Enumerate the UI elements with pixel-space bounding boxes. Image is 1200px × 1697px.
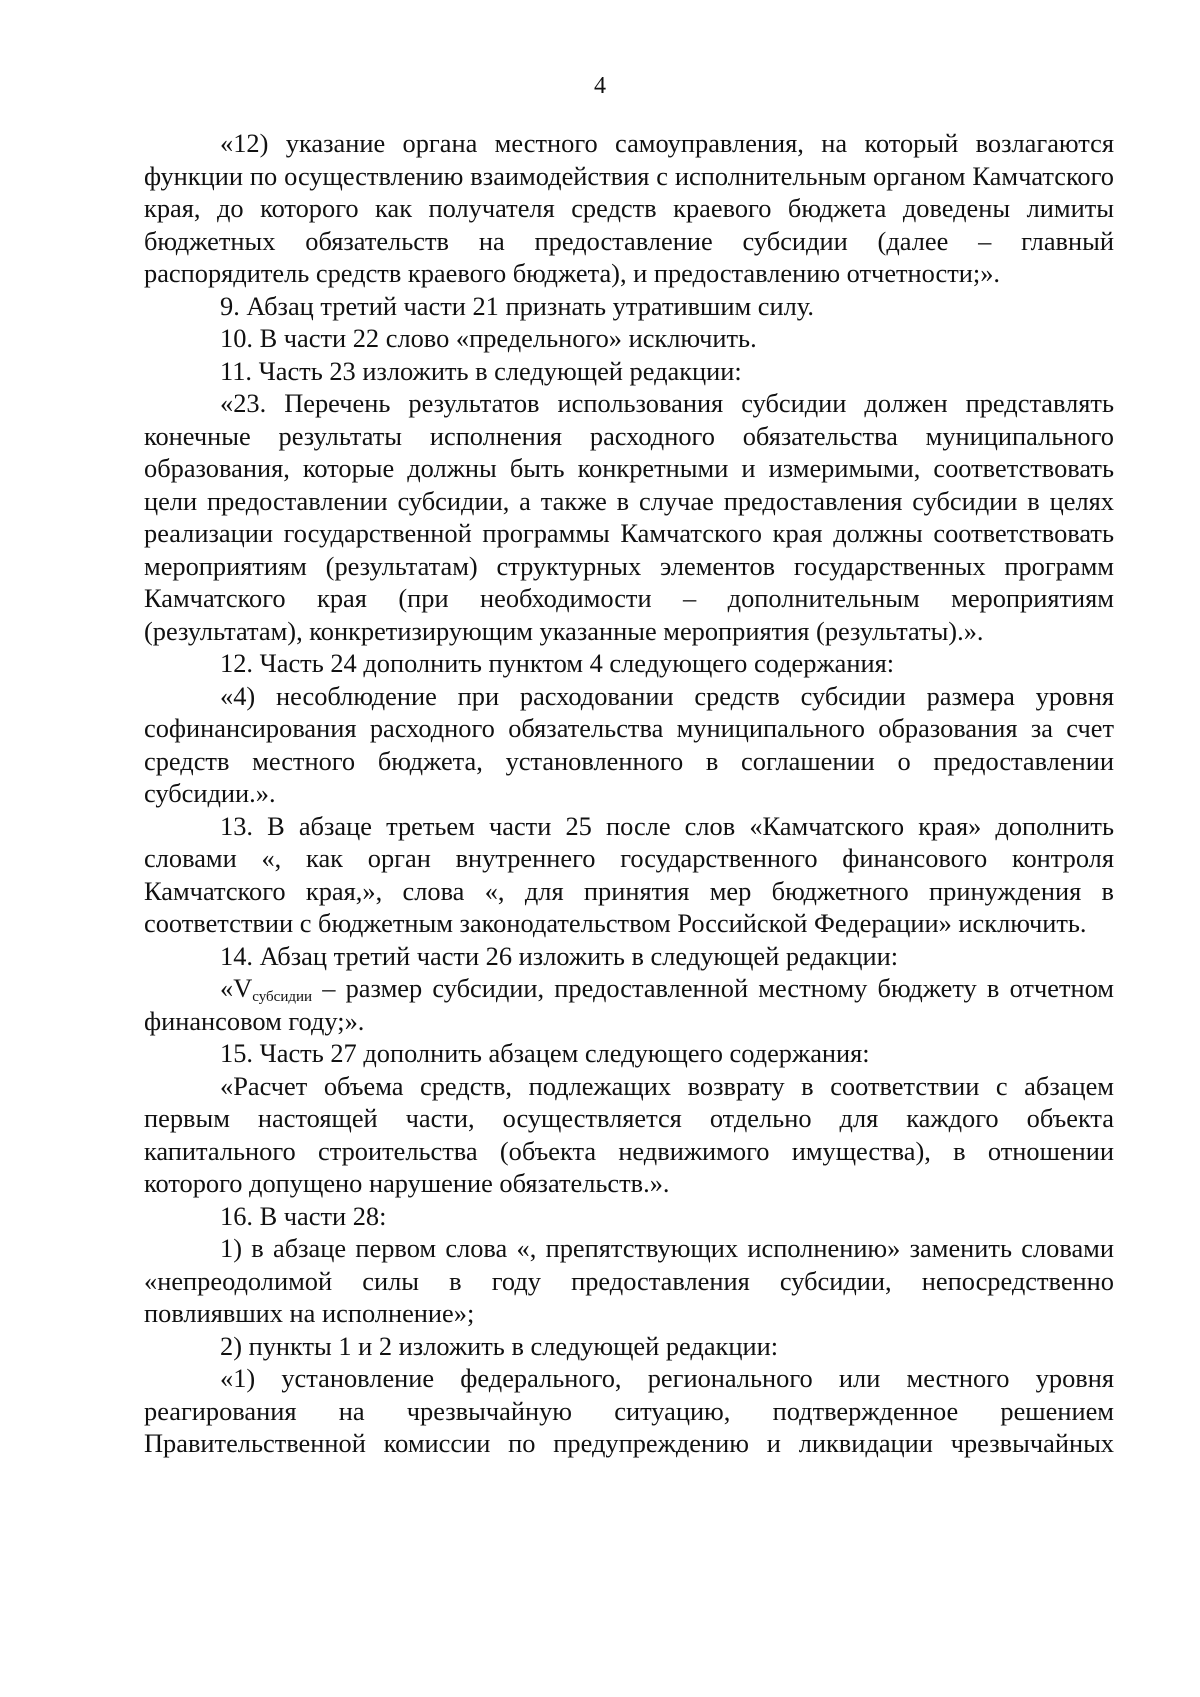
formula-symbol: «V	[220, 973, 253, 1003]
formula-subscript: субсидии	[252, 989, 313, 1005]
page-number: 4	[594, 73, 606, 99]
paragraph-clause-14: 14. Абзац третий части 26 изложить в следующей редакции:	[220, 940, 899, 971]
paragraph-point-1-text: «1) установление федерального, регионального или местного уровня реагирования на чрезвычайную ситуацию, подтвержденное решением Правительственной комиссии по предупреждению и ликвидации чрезвычайных	[144, 1363, 1114, 1458]
document-body	[144, 127, 1114, 1460]
paragraph-clause-9: 9. Абзац третий части 21 признать утратившим силу.	[220, 290, 814, 321]
paragraph-clause-16: 16. В части 28:	[220, 1200, 387, 1231]
paragraph-subclause-1: 1) в абзаце первом слова «, препятствующих исполнению» заменить словами «непреодолимой силы в году предоставления субсидии, непосредственно повлиявших на исполнение»;	[144, 1233, 1114, 1328]
paragraph-part-23-text: «23. Перечень результатов использования субсидии должен представлять конечные результаты исполнения расходного обязательства муниципального образования, которые должны быть конкретными и измеримыми, соответствовать цели предоставлении субсидии, а также в случае предоставления субсидии в целях реализации государственной программы Камчатского края должны соответствовать мероприятиям (результатам) структурных элементов государственных программ Камчатского края (при необходимости – дополнительным мероприятиям (результатам), конкретизирующим указанные мероприятия (результаты).».	[144, 388, 1114, 646]
paragraph-subclause-2: 2) пункты 1 и 2 изложить в следующей редакции:	[220, 1330, 779, 1361]
paragraph-clause-15: 15. Часть 27 дополнить абзацем следующего содержания:	[220, 1038, 870, 1068]
paragraph-part-27-text: «Расчет объема средств, подлежащих возврату в соответствии с абзацем первым настоящей части, осуществляется отдельно для каждого объекта капитального строительства (объекта недвижимого имущества), в отношении которого допущено нарушение обязательств.».	[144, 1070, 1114, 1198]
paragraph-clause-11: 11. Часть 23 изложить в следующей редакции:	[220, 355, 742, 386]
paragraph-clause-13: 13. В абзаце третьем части 25 после слов «Камчатского края» дополнить словами «, как орган внутреннего государственного финансового контроля Камчатского края,», слова «, для принятия мер бюджетного принуждения в соответствии с бюджетным законодательством Российской Федерации» исключить.	[144, 810, 1114, 938]
paragraph-formula-definition	[144, 972, 1114, 1037]
paragraph-point-4-text: «4) несоблюдение при расходовании средств субсидии размера уровня софинансирования расходного обязательства муниципального образования за счет средств местного бюджета, установленного в соглашении о предоставлении субсидии.».	[144, 680, 1114, 808]
paragraph-clause-10: 10. В части 22 слово «предельного» исключить.	[220, 323, 757, 353]
paragraph-clause-12: 12. Часть 24 дополнить пунктом 4 следующего содержания:	[220, 648, 895, 678]
formula-description: – размер субсидии, предоставленной местному бюджету в отчетном финансовом году;».	[144, 973, 1114, 1036]
paragraph-item-12: «12) указание органа местного самоуправления, на который возлагаются функции по осуществлению взаимодействия с исполнительным органом Камчатского края, до которого как получателя средств краевого бюджета доведены лимиты бюджетных обязательств на предоставление субсидии (далее – главный распорядитель средств краевого бюджета), и предоставлению отчетности;».	[144, 128, 1114, 288]
